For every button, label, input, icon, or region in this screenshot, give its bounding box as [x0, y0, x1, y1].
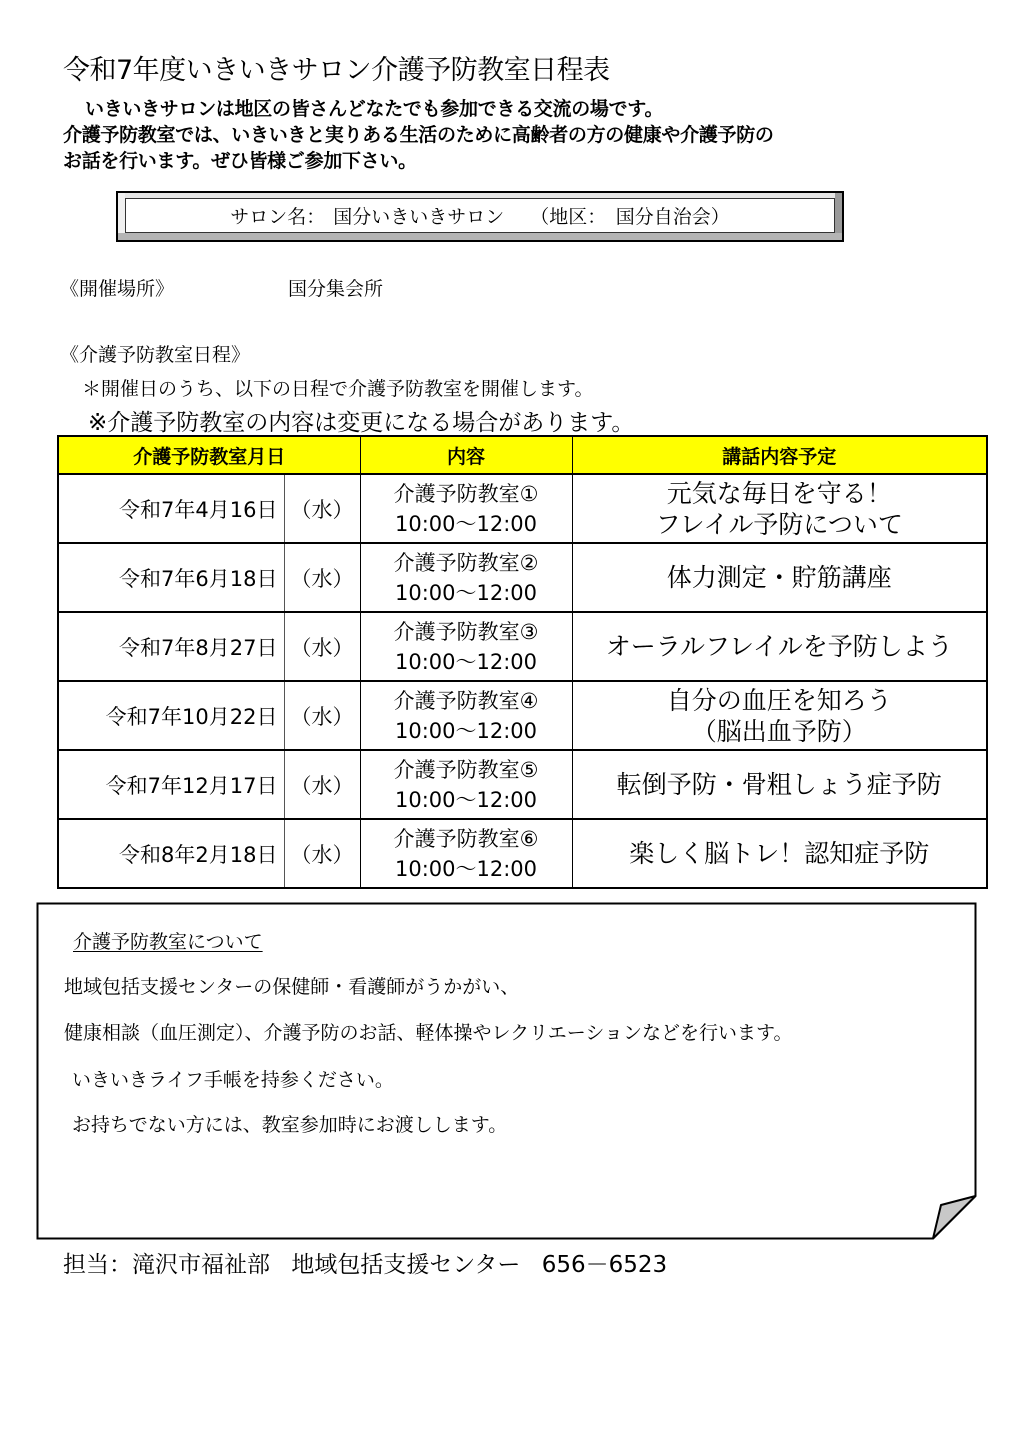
topic-line-1: 元気な毎日を守る！	[666, 478, 892, 508]
session-time: 10:00～12:00	[394, 580, 538, 605]
session-topic	[572, 612, 987, 681]
contact-footer	[63, 1246, 681, 1279]
session-date: 令和7年4月16日	[58, 474, 284, 543]
header-date: 介護予防教室月日	[58, 436, 360, 474]
table-row	[58, 819, 987, 888]
session-content	[360, 819, 572, 888]
session-time: 10:00～12:00	[394, 511, 538, 536]
session-name: 介護予防教室⑥	[393, 826, 539, 851]
session-topic	[572, 750, 987, 819]
session-time: 10:00～12:00	[394, 649, 538, 674]
session-time: 10:00～12:00	[394, 856, 538, 881]
session-topic	[572, 474, 987, 543]
topic-line-2: フレイル予防について	[655, 509, 903, 539]
page-title: 令和7年度いきいきサロン介護予防教室日程表	[63, 55, 610, 86]
session-weekday: （水）	[284, 612, 360, 681]
session-name: 介護予防教室⑤	[393, 757, 539, 782]
salon-district: （地区： 国分自治会）	[530, 206, 730, 228]
session-name: 介護予防教室④	[393, 688, 539, 713]
table-row	[58, 681, 987, 750]
session-date: 令和7年6月18日	[58, 543, 284, 612]
schedule-label: 《介護予防教室日程》	[60, 344, 251, 366]
session-weekday: （水）	[284, 474, 360, 543]
salon-name-box	[116, 191, 844, 242]
info-line: 健康相談（血圧測定）、介護予防のお話、軽体操やレクリエーションなどを行います。	[64, 1022, 793, 1044]
venue-value: 国分集会所	[288, 278, 384, 300]
session-weekday: （水）	[284, 681, 360, 750]
session-topic	[572, 543, 987, 612]
session-date: 令和7年12月17日	[58, 750, 284, 819]
table-row	[58, 612, 987, 681]
bevel-edge	[118, 233, 842, 240]
schedule-change-notice: ※介護予防教室の内容は変更になる場合があります。	[88, 410, 635, 436]
session-content	[360, 681, 572, 750]
session-topic	[572, 681, 987, 750]
info-heading: 介護予防教室について	[73, 931, 263, 953]
info-line: お持ちでない方には、教室参加時にお渡しします。	[72, 1114, 508, 1136]
session-date: 令和7年8月27日	[58, 612, 284, 681]
session-content	[360, 750, 572, 819]
session-name: 介護予防教室①	[393, 481, 539, 506]
schedule-note: ＊開催日のうち、以下の日程で介護予防教室を開催します。	[82, 378, 594, 400]
schedule-table	[57, 435, 988, 889]
topic-line-1: 楽しく脳トレ！認知症予防	[629, 839, 930, 868]
session-name: 介護予防教室③	[393, 619, 539, 644]
session-date: 令和8年2月18日	[58, 819, 284, 888]
contact-label: 担当：滝沢市福祉部	[63, 1252, 270, 1278]
session-weekday: （水）	[284, 543, 360, 612]
table-row	[58, 543, 987, 612]
salon-name-label: サロン名：	[230, 206, 326, 228]
table-row	[58, 750, 987, 819]
contact-phone: 656－6523	[541, 1252, 668, 1278]
session-time: 10:00～12:00	[394, 787, 538, 812]
intro-line-1: いきいきサロンは地区の皆さんどなたでも参加できる交流の場です。	[85, 98, 664, 120]
intro-text	[63, 96, 774, 174]
session-content	[360, 612, 572, 681]
header-content: 内容	[360, 436, 572, 474]
salon-name-value: 国分いきいきサロン	[333, 206, 505, 228]
topic-line-1: オーラルフレイルを予防しよう	[605, 632, 953, 661]
session-weekday: （水）	[284, 819, 360, 888]
info-line: 地域包括支援センターの保健師・看護師がうかがい、	[64, 976, 520, 998]
intro-line-3: お話を行います。ぜひ皆様ご参加下さい。	[63, 150, 417, 172]
salon-name-content	[125, 198, 835, 233]
session-content	[360, 543, 572, 612]
table-header-row	[58, 436, 987, 474]
topic-line-1: 体力測定・貯筋講座	[666, 563, 892, 592]
topic-line-1: 自分の血圧を知ろう	[666, 685, 892, 715]
info-line: いきいきライフ手帳を持参ください。	[72, 1069, 394, 1091]
topic-line-1: 転倒予防・骨粗しょう症予防	[616, 770, 942, 799]
intro-line-2: 介護予防教室では、いきいきと実りある生活のために高齢者の方の健康や介護予防の	[63, 124, 774, 146]
table-row	[58, 474, 987, 543]
session-date: 令和7年10月22日	[58, 681, 284, 750]
contact-center: 地域包括支援センター	[291, 1252, 521, 1278]
topic-line-2: （脳出血予防）	[691, 716, 867, 746]
session-time: 10:00～12:00	[394, 718, 538, 743]
session-content	[360, 474, 572, 543]
session-topic	[572, 819, 987, 888]
session-name: 介護予防教室②	[393, 550, 539, 575]
header-topic: 講話内容予定	[572, 436, 987, 474]
session-weekday: （水）	[284, 750, 360, 819]
venue-label: 《開催場所》	[60, 278, 175, 300]
